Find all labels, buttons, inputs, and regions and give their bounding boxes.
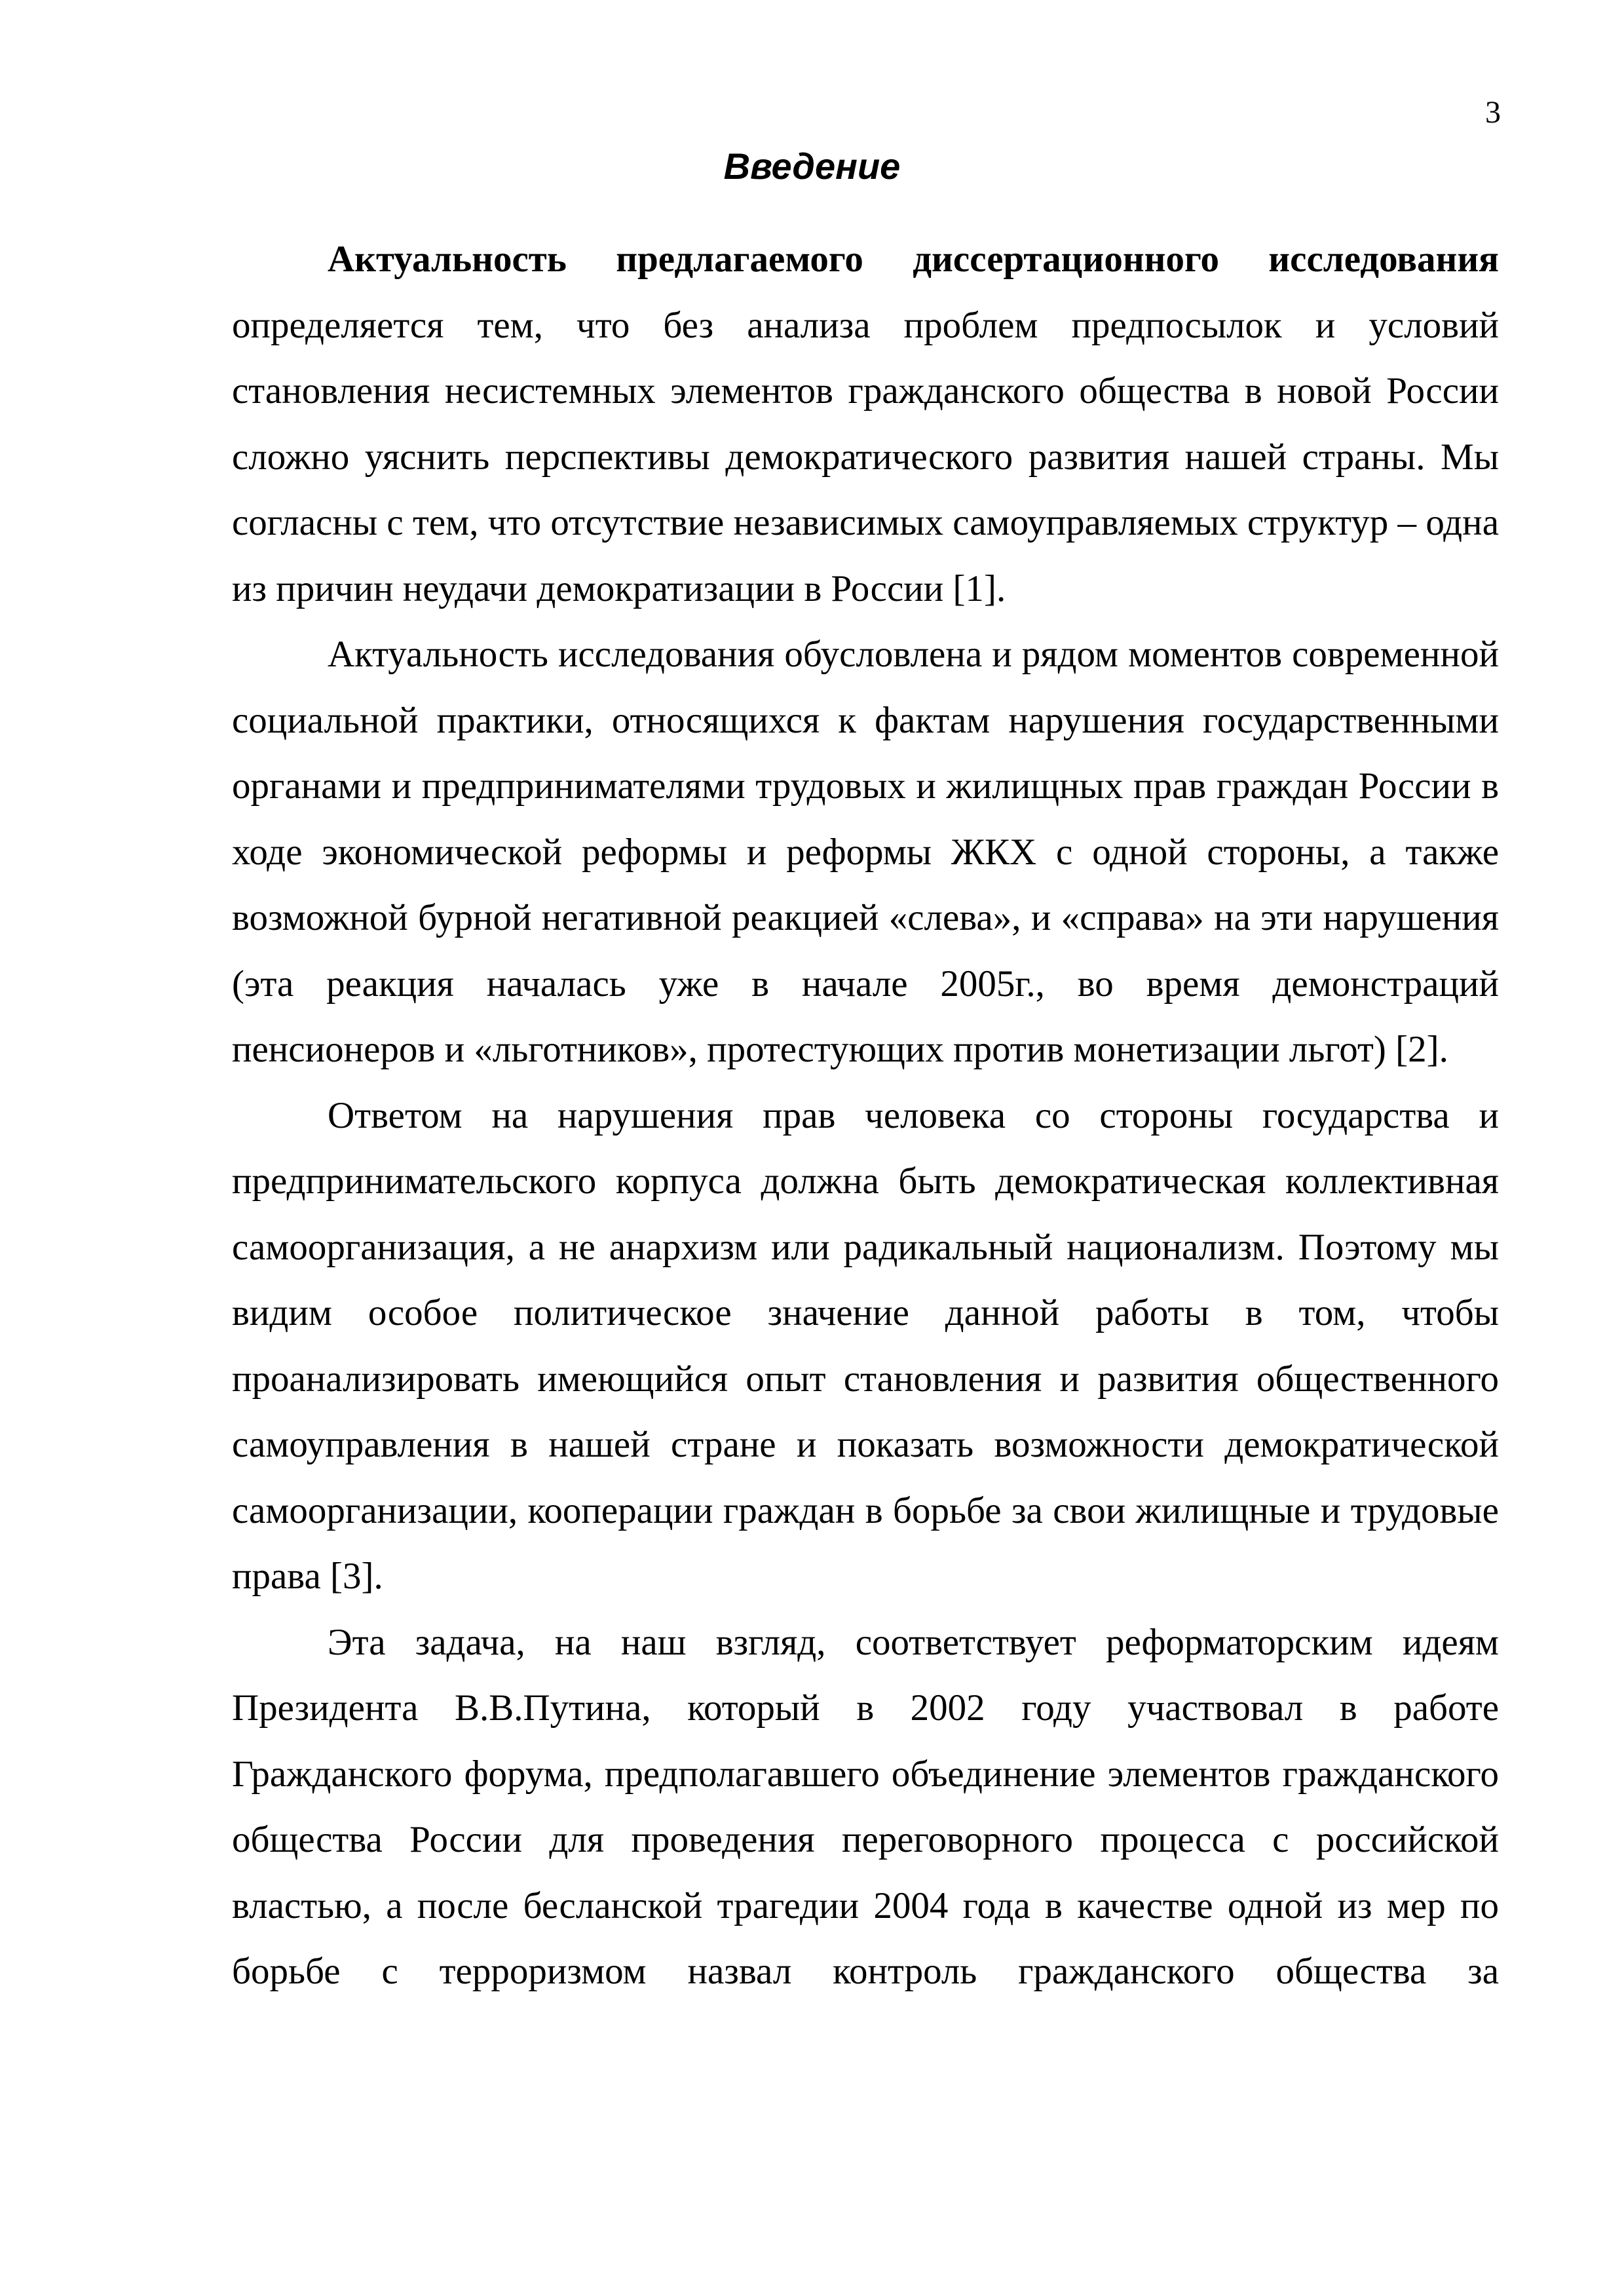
paragraph-text: определяется тем, что без анализа проблем предпосылок и условий становления несистемных элементов гражданского общества в новой России сложно уяснить перспективы демократического развития нашей страны. Мы согласны с тем, что отсутствие независимых самоуправляемых структур – одна из причин неудачи демократизации в России [1]. xyxy=(232,304,1499,609)
document-body xyxy=(232,227,1499,2005)
paragraph-relevance xyxy=(232,227,1499,622)
paragraph-self-organization: Ответом на нарушения прав человека со стороны государства и предпринимательского корпуса должна быть демократическая коллективная самоорганизация, а не анархизм или радикальный национализм. Поэтому мы видим особое политическое значение данной работы в том, чтобы проанализировать имеющийся опыт становления и развития общественного самоуправления в нашей стране и показать возможности демократической самоорганизации, кооперации граждан в борьбе за свои жилищные и трудовые права [3]. xyxy=(232,1094,1499,1597)
page-number: 3 xyxy=(1485,95,1501,130)
paragraph-social-practice: Актуальность исследования обусловлена и рядом моментов современной социальной практики, относящихся к фактам нарушения государственными органами и предпринимателями трудовых и жилищных прав граждан России в ходе экономической реформы и реформы ЖКХ с одной стороны, а также возможной бурной негативной реакцией «слева», и «справа» на эти нарушения (эта реакция началась уже в начале 2005г., во время демонстраций пенсионеров и «льготников», протестующих против монетизации льгот) [2]. xyxy=(232,634,1499,1070)
paragraph-reform-ideas: Эта задача, на наш взгляд, соответствует реформаторским идеям Президента В.В.Путина, который в 2002 году участвовал в работе Гражданского форума, предполагавшего объединение элементов гражданского общества России для проведения переговорного процесса с российской властью, а после бесланской трагедии 2004 года в качестве одной из мер по борьбе с терроризмом назвал контроль гражданского общества за xyxy=(232,1621,1499,1992)
section-heading: Введение xyxy=(723,145,901,187)
paragraph-lead-term: Актуальность предлагаемого диссертационного исследования xyxy=(328,239,1499,280)
